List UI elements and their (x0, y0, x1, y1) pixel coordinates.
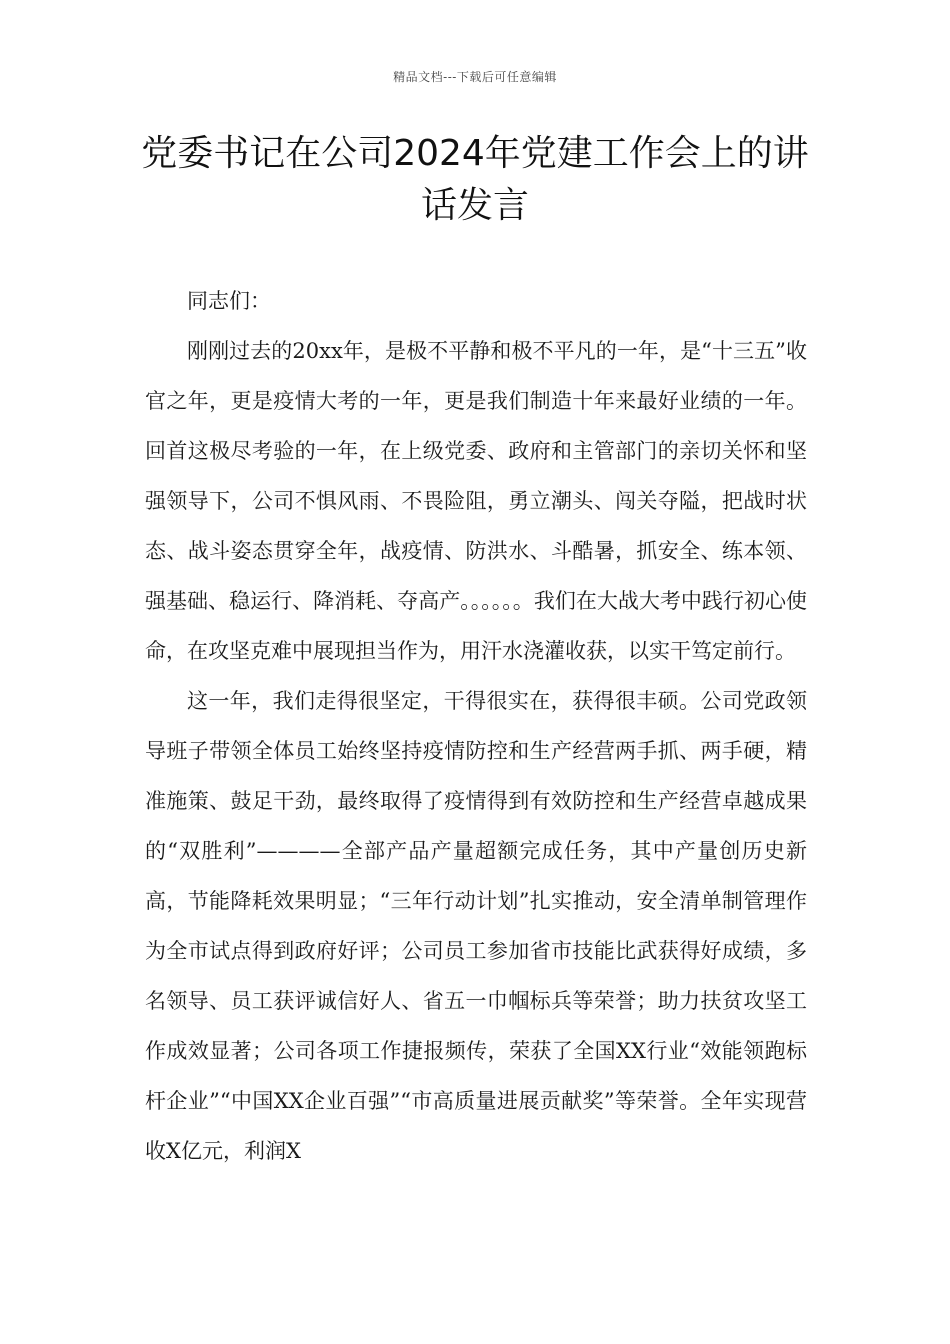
body-paragraph: 这一年，我们走得很坚定，干得很实在，获得很丰硕。公司党政领导班子带领全体员工始终坚持疫情防控和生产经营两手抓、两手硬，精准施策、鼓足干劲，最终取得了疫情得到有效防控和生产经营卓越成果的“双胜利”————全部产品产量超额完成任务，其中产量创历史新高，节能降耗效果明显；“三年行动计划”扎实推动，安全清单制管理作为全市试点得到政府好评；公司员工参加省市技能比武获得好成绩，多名领导、员工获评诚信好人、省五一巾帼标兵等荣誉；助力扶贫攻坚工作成效显著；公司各项工作捷报频传，荣获了全国XX行业“效能领跑标杆企业”“中国XX企业百强”“市高质量进展贡献奖”等荣誉。全年实现营收X亿元，利润X (145, 689, 807, 1163)
page-title: 党委书记在公司2024年党建工作会上的讲话发言 (141, 133, 809, 226)
document-body (145, 276, 807, 1176)
body-paragraph: 刚刚过去的20xx年，是极不平静和极不平凡的一年，是“十三五”收官之年，更是疫情大考的一年，更是我们制造十年来最好业绩的一年。回首这极尽考验的一年，在上级党委、政府和主管部门的亲切关怀和坚强领导下，公司不惧风雨、不畏险阻，勇立潮头、闯关夺隘，把战时状态、战斗姿态贯穿全年，战疫情、防洪水、斗酷暑，抓安全、练本领、强基础、稳运行、降消耗、夺高产。。。。。。我们在大战大考中践行初心使命，在攻坚克难中展现担当作为，用汗水浇灌收获，以实干笃定前行。 (145, 339, 807, 663)
header-note: 精品文档---下载后可任意编辑 (393, 70, 557, 84)
salutation-paragraph: 同志们： (187, 289, 271, 313)
